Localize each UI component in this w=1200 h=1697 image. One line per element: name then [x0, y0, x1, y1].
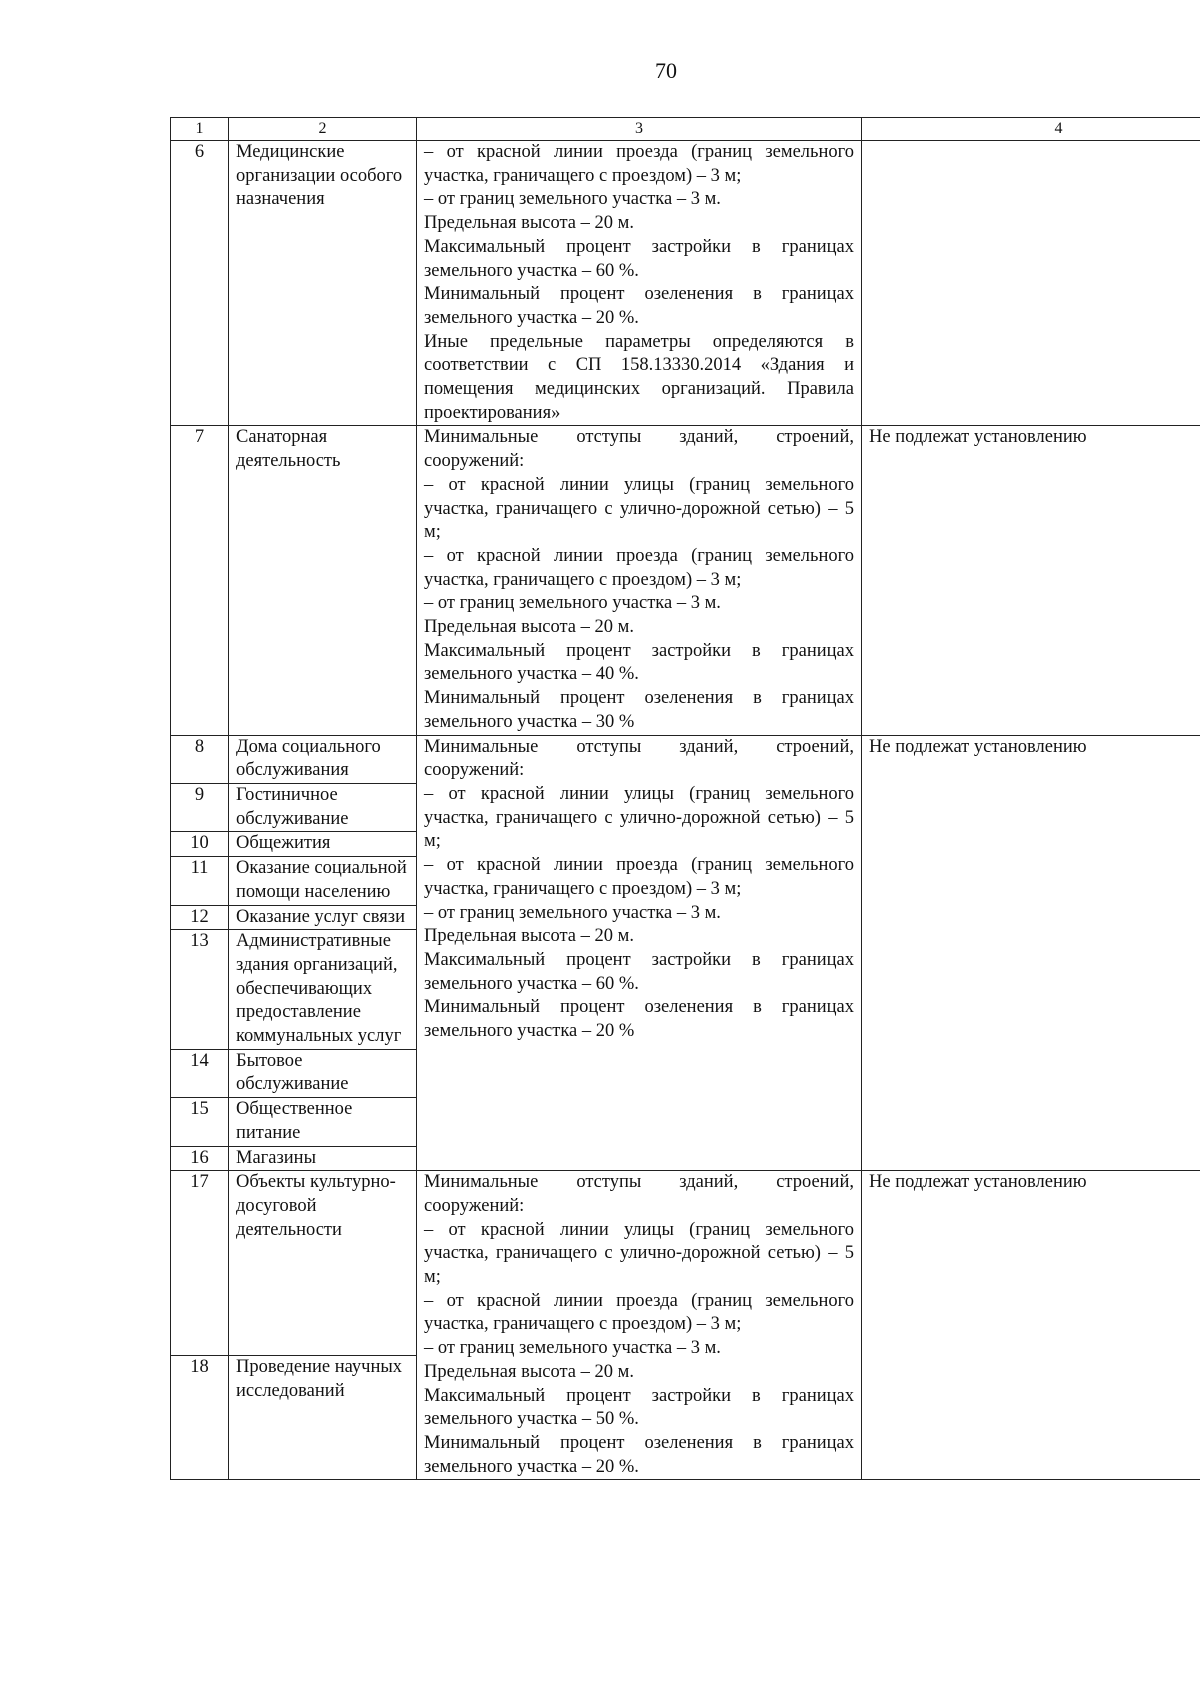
parameter-line: – от красной линии проезда (границ земельного участка, граничащего с проездом) – 3 м; — [424, 142, 854, 186]
parameter-line: Предельная высота – 20 м. — [424, 1361, 634, 1382]
parameters-cell — [417, 735, 862, 1171]
parameter-line: Максимальный процент застройки в границах земельного участка – 60 %. — [424, 949, 854, 994]
table-row — [171, 735, 1200, 783]
parameter-line: – от красной линии проезда (границ земельного участка, граничащего с проездом) – 3 м; — [424, 1290, 854, 1335]
land-use-name: Оказание социальной помощи населению — [229, 857, 417, 905]
row-number: 7 — [171, 426, 229, 735]
row-number: 8 — [171, 735, 229, 783]
parameter-line: Предельная высота – 20 м. — [424, 617, 634, 638]
row-number: 16 — [171, 1146, 229, 1171]
parameter-line: Предельная высота – 20 м. — [424, 926, 634, 947]
parameter-line: – от границ земельного участка – 3 м. — [424, 593, 721, 614]
land-use-name: Оказание услуг связи — [229, 905, 417, 930]
land-use-name: Общежития — [229, 832, 417, 857]
parameter-line: – от красной линии проезда (границ земельного участка, граничащего с проездом) – 3 м; — [424, 855, 854, 899]
parameter-line: – от красной линии улицы (границ земельного участка, граничащего с улично-дорожной сетью) – 5 м; — [424, 783, 854, 852]
parameters-cell — [417, 426, 862, 735]
column-header-1: 1 — [171, 118, 229, 141]
row-number: 14 — [171, 1049, 229, 1097]
table-row — [171, 426, 1200, 735]
row-number: 12 — [171, 905, 229, 930]
restrictions-cell: Не подлежат установлению — [862, 735, 1200, 1171]
parameter-line: – от границ земельного участка – 3 м. — [424, 1338, 721, 1359]
row-number: 13 — [171, 930, 229, 1050]
row-number: 15 — [171, 1098, 229, 1146]
land-use-name: Дома социального обслуживания — [229, 735, 417, 783]
table-header-row — [171, 118, 1200, 141]
parameter-line: – от красной линии улицы (границ земельного участка, граничащего с улично-дорожной сетью) – 5 м; — [424, 474, 854, 543]
parameters-cell — [417, 141, 862, 426]
column-header-4: 4 — [862, 118, 1200, 141]
table-row — [171, 1171, 1200, 1356]
row-number: 6 — [171, 141, 229, 426]
parameter-line: Минимальные отступы зданий, строений, сооружений: — [424, 736, 854, 781]
page-number: 70 — [655, 58, 677, 83]
land-use-name: Санаторная деятельность — [229, 426, 417, 735]
land-use-name: Административные здания организаций, обеспечивающих предоставление коммунальных услуг — [229, 930, 417, 1050]
restrictions-cell: Не подлежат установлению — [862, 1171, 1200, 1480]
row-number: 11 — [171, 857, 229, 905]
row-number: 9 — [171, 783, 229, 831]
land-use-name: Гостиничное обслуживание — [229, 783, 417, 831]
row-number: 10 — [171, 832, 229, 857]
parameter-line: Минимальный процент озеленения в границах земельного участка – 20 % — [424, 997, 854, 1042]
row-number: 17 — [171, 1171, 229, 1356]
land-use-name: Проведение научных исследований — [229, 1356, 417, 1480]
table-row — [171, 141, 1200, 426]
restrictions-cell: Не подлежат установлению — [862, 426, 1200, 735]
parameter-line: Минимальный процент озеленения в границах земельного участка – 20 %. — [424, 284, 854, 328]
parameter-line: – от красной линии улицы (границ земельного участка, граничащего с улично-дорожной сетью) – 5 м; — [424, 1219, 854, 1288]
land-use-name: Медицинские организации особого назначения — [229, 141, 417, 426]
land-use-name: Бытовое обслуживание — [229, 1049, 417, 1097]
parameter-line: Максимальный процент застройки в границах земельного участка – 50 %. — [424, 1385, 854, 1430]
parameter-line: – от границ земельного участка – 3 м. — [424, 189, 721, 210]
parameter-line: Иные предельные параметры определяются в соответствии с СП 158.13330.2014 «Здания и помещения медицинских организаций. Правила проектирования» — [424, 331, 854, 423]
parameter-line: Предельная высота – 20 м. — [424, 213, 634, 234]
land-use-name: Объекты культурно-досуговой деятельности — [229, 1171, 417, 1356]
parameter-line: Минимальный процент озеленения в границах земельного участка – 30 % — [424, 688, 854, 732]
parameter-line: Минимальные отступы зданий, строений, сооружений: — [424, 427, 854, 472]
land-use-name: Магазины — [229, 1146, 417, 1171]
parameter-line: Максимальный процент застройки в границах земельного участка – 60 %. — [424, 236, 854, 281]
parameters-cell — [417, 1171, 862, 1480]
parameter-line: Минимальный процент озеленения в границах земельного участка – 20 %. — [424, 1432, 854, 1477]
restrictions-cell — [862, 141, 1200, 426]
zoning-parameters-table — [170, 117, 1200, 1480]
column-header-2: 2 — [229, 118, 417, 141]
land-use-name: Общественное питание — [229, 1098, 417, 1146]
parameter-line: – от красной линии проезда (границ земельного участка, граничащего с проездом) – 3 м; — [424, 545, 854, 590]
row-number: 18 — [171, 1356, 229, 1480]
column-header-3: 3 — [417, 118, 862, 141]
parameter-line: – от границ земельного участка – 3 м. — [424, 902, 721, 923]
parameter-line: Минимальные отступы зданий, строений, сооружений: — [424, 1172, 854, 1216]
parameter-line: Максимальный процент застройки в границах земельного участка – 40 %. — [424, 640, 854, 685]
